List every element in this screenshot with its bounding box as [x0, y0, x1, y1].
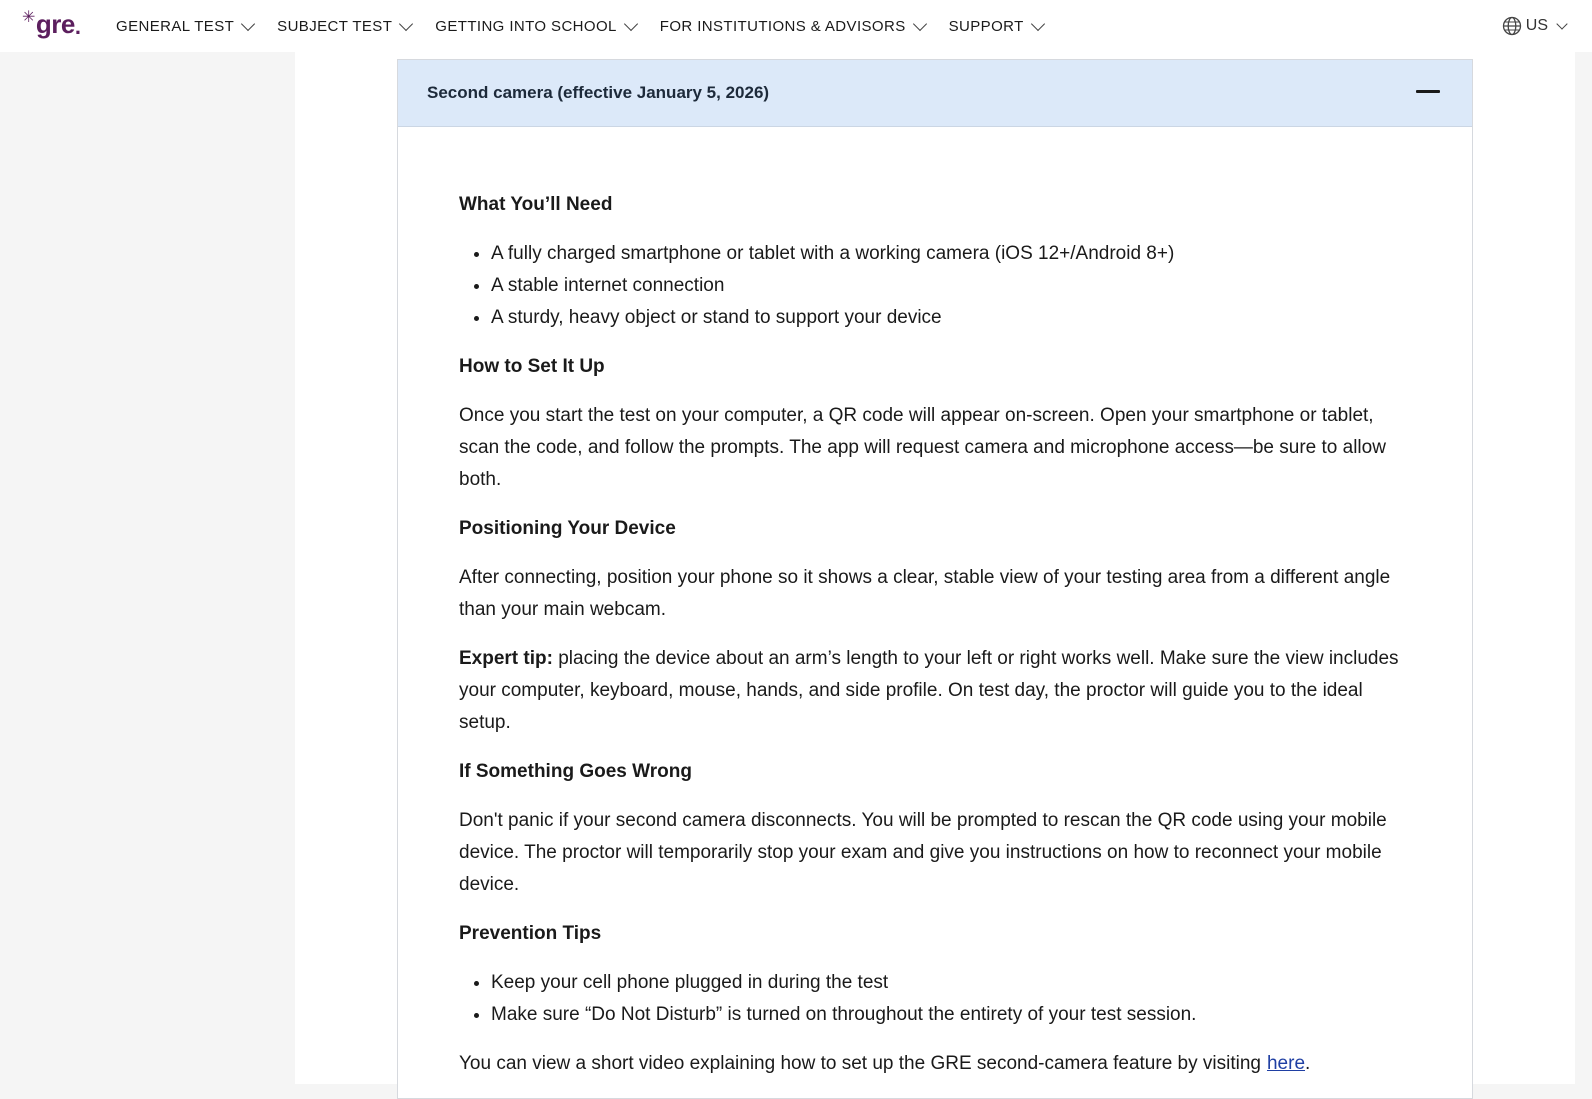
- globe-icon: [1502, 16, 1522, 36]
- nav-general-test[interactable]: [116, 0, 253, 52]
- second-camera-accordion: [397, 59, 1473, 1099]
- something-goes-wrong-paragraph: Don't panic if your second camera disconnects. You will be prompted to rescan the QR code using your mobile device. The proctor will temporarily stop your exam and give you instructions on how to reconnect your mobile device.: [459, 810, 1387, 895]
- what-youll-need-heading: What You’ll Need: [459, 194, 613, 215]
- chevron-down-icon: [913, 17, 927, 31]
- list-item: • A fully charged smartphone or tablet with a working camera (iOS 12+/Android 8+): [491, 238, 1412, 270]
- top-navigation-bar: [0, 0, 1592, 52]
- minus-icon[interactable]: [1416, 90, 1440, 93]
- positioning-paragraph: After connecting, position your phone so it shows a clear, stable view of your testing area from a different angle than your main webcam.: [459, 567, 1391, 620]
- list-item: • A stable internet connection: [491, 270, 1412, 302]
- setup-paragraph: Once you start the test on your computer, a QR code will appear on-screen. Open your smartphone or tablet, scan the code, and follow the prompts. The app will request camera and microphone access—be sure to allow both.: [459, 405, 1386, 490]
- positioning-heading: Positioning Your Device: [459, 518, 676, 539]
- expert-tip-paragraph: [459, 643, 1412, 739]
- chevron-down-icon: [1556, 18, 1567, 29]
- locale-label: US: [1525, 17, 1548, 34]
- how-to-set-it-up-heading: How to Set It Up: [459, 356, 605, 377]
- logo-dot: .: [74, 14, 81, 39]
- asterisk-icon: ✳: [22, 9, 35, 26]
- nav-getting-into-school-label: GETTING INTO SCHOOL: [435, 17, 617, 35]
- logo-text: gre: [35, 9, 75, 39]
- video-end: .: [1305, 1053, 1311, 1074]
- need-list: [459, 238, 1412, 334]
- accordion-content: [398, 127, 1472, 1080]
- something-goes-wrong-heading: If Something Goes Wrong: [459, 761, 692, 782]
- list-item: • A sturdy, heavy object or stand to support your device: [491, 302, 1412, 334]
- main-nav: [116, 0, 1067, 52]
- nav-general-test-label: GENERAL TEST: [116, 17, 235, 35]
- nav-institutions-advisors-label: FOR INSTITUTIONS & ADVISORS: [659, 17, 906, 35]
- nav-subject-test-label: SUBJECT TEST: [277, 17, 393, 35]
- accordion-title: Second camera (effective January 5, 2026): [427, 83, 770, 102]
- video-text: You can view a short video explaining how to set up the GRE second-camera feature by visiting: [459, 1053, 1261, 1074]
- left-sidebar: [0, 52, 295, 1084]
- chevron-down-icon: [399, 17, 413, 31]
- prevention-tips-heading: Prevention Tips: [459, 923, 602, 944]
- nav-support[interactable]: [949, 0, 1043, 52]
- right-gutter: [1575, 52, 1592, 1084]
- expert-tip-label: Expert tip:: [459, 648, 553, 669]
- list-item: • Make sure “Do Not Disturb” is turned on throughout the entirety of your test session.: [491, 999, 1412, 1031]
- video-here-link[interactable]: here: [1266, 1053, 1306, 1074]
- nav-subject-test[interactable]: [277, 0, 411, 52]
- expert-tip-text: placing the device about an arm’s length to your left or right works well. Make sure the view includes your computer, keyboard, mouse, hands, and side profile. On test day, the proctor will guide you to the ideal setup.: [459, 648, 1399, 733]
- chevron-down-icon: [624, 17, 638, 31]
- chevron-down-icon: [241, 17, 255, 31]
- prevention-list: [459, 967, 1412, 1031]
- gre-logo[interactable]: [22, 10, 81, 40]
- nav-support-label: SUPPORT: [948, 17, 1024, 35]
- nav-getting-into-school[interactable]: [435, 0, 636, 52]
- list-item: • Keep your cell phone plugged in during the test: [491, 967, 1412, 999]
- chevron-down-icon: [1031, 17, 1045, 31]
- locale-selector[interactable]: [1502, 0, 1566, 52]
- video-paragraph: [459, 1048, 1412, 1080]
- nav-institutions-advisors[interactable]: [660, 0, 925, 52]
- accordion-header[interactable]: [398, 60, 1472, 127]
